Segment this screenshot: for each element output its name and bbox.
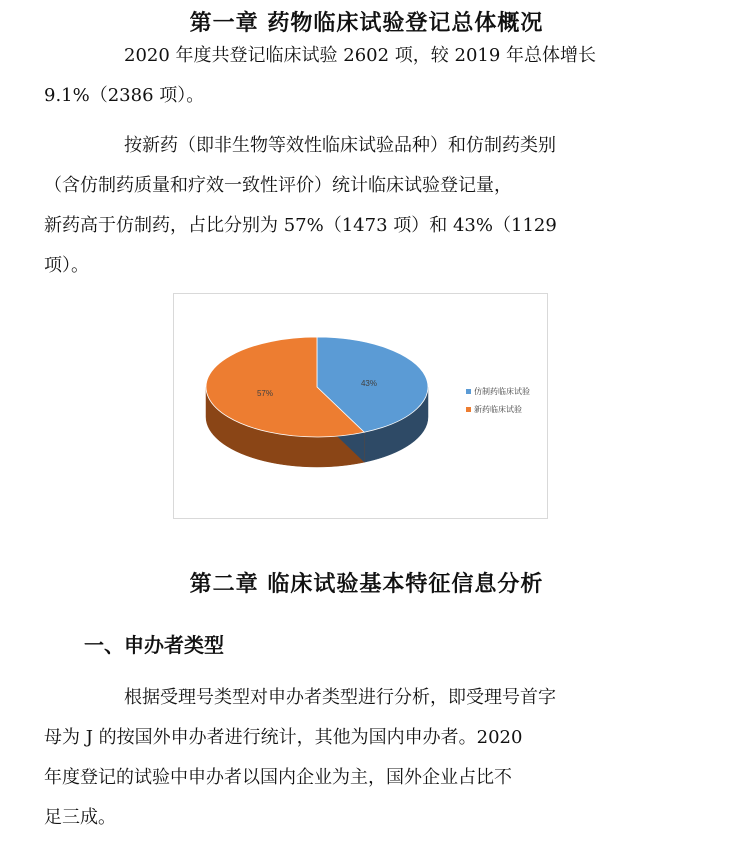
legend-swatch-1 xyxy=(466,407,471,412)
chapter1-paragraph-2 xyxy=(44,126,644,286)
text-line: 足三成。 xyxy=(44,807,116,828)
text-line: 新药高于仿制药，占比分别为 57%（1473 项）和 43%（1129 xyxy=(44,215,557,236)
pie-chart-svg xyxy=(174,294,547,518)
legend-label-0: 仿制药临床试验 xyxy=(474,387,530,396)
pie-data-label-0: 43% xyxy=(360,378,378,388)
text-line: 9.1%（2386 项）。 xyxy=(44,85,205,106)
text-line: 根据受理号类型对申办者类型进行分析，即受理号首字 xyxy=(124,687,556,708)
pie-data-label-1: 57% xyxy=(256,389,274,399)
chapter2-title: 第二章 临床试验基本特征信息分析 xyxy=(189,571,544,597)
section-heading: 一、申办者类型 xyxy=(84,633,224,657)
text-line: 按新药（即非生物等效性临床试验品种）和仿制药类别 xyxy=(124,135,556,156)
chapter1-title: 第一章 药物临床试验登记总体概况 xyxy=(189,10,544,36)
text-line: 年度登记的试验中申办者以国内企业为主，国外企业占比不 xyxy=(44,767,512,788)
text-line: 2020 年度共登记临床试验 2602 项，较 2019 年总体增长 xyxy=(124,45,597,66)
pie-chart xyxy=(173,293,548,519)
text-line: 项）。 xyxy=(44,255,89,276)
legend-swatch-0 xyxy=(466,389,471,394)
legend-label-1: 新药临床试验 xyxy=(474,405,522,414)
text-line: （含仿制药质量和疗效一致性评价）统计临床试验登记量， xyxy=(44,175,512,196)
chapter2-paragraph-1 xyxy=(44,678,644,838)
chapter1-paragraph-1 xyxy=(44,36,644,116)
text-line: 母为 J 的按国外申办者进行统计，其他为国内申办者。2020 xyxy=(44,727,523,748)
